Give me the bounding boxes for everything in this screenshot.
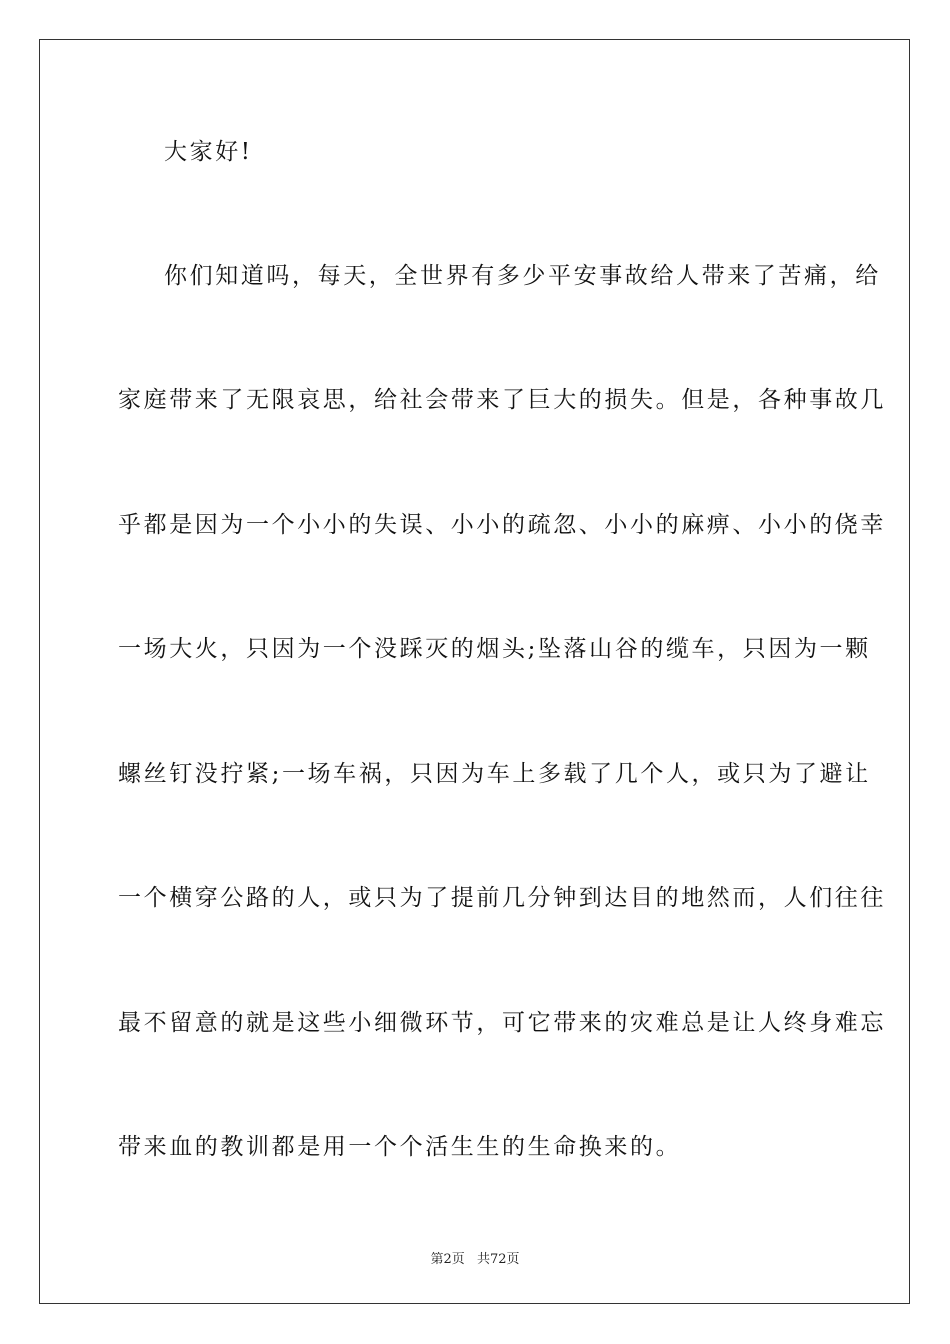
paragraph-line-2: 家庭带来了无限哀思，给社会带来了巨大的损失。但是，各种事故几: [118, 387, 886, 413]
page-border: [39, 39, 910, 1304]
page-footer: [0, 1248, 950, 1267]
paragraph-line-4: 一场大火，只因为一个没踩灭的烟头;坠落山谷的缆车，只因为一颗: [118, 636, 871, 662]
page-total-label: 共72页: [476, 1252, 520, 1267]
paragraph-line-8: 带来血的教训都是用一个个活生生的生命换来的。: [118, 1134, 682, 1160]
paragraph-line-7: 最不留意的就是这些小细微环节，可它带来的灾难总是让人终身难忘: [118, 1010, 886, 1036]
paragraph-line-1: 你们知道吗，每天，全世界有多少平安事故给人带来了苦痛，给: [164, 263, 881, 289]
paragraph-line-3: 乎都是因为一个小小的失误、小小的疏忽、小小的麻痹、小小的侥幸: [118, 512, 886, 538]
page-current-label: 第2页: [430, 1252, 465, 1267]
greeting-line: 大家好!: [164, 139, 253, 165]
paragraph-line-5: 螺丝钉没拧紧;一场车祸，只因为车上多载了几个人，或只为了避让: [118, 761, 871, 787]
paragraph-line-6: 一个横穿公路的人，或只为了提前几分钟到达目的地然而，人们往往: [118, 885, 886, 911]
